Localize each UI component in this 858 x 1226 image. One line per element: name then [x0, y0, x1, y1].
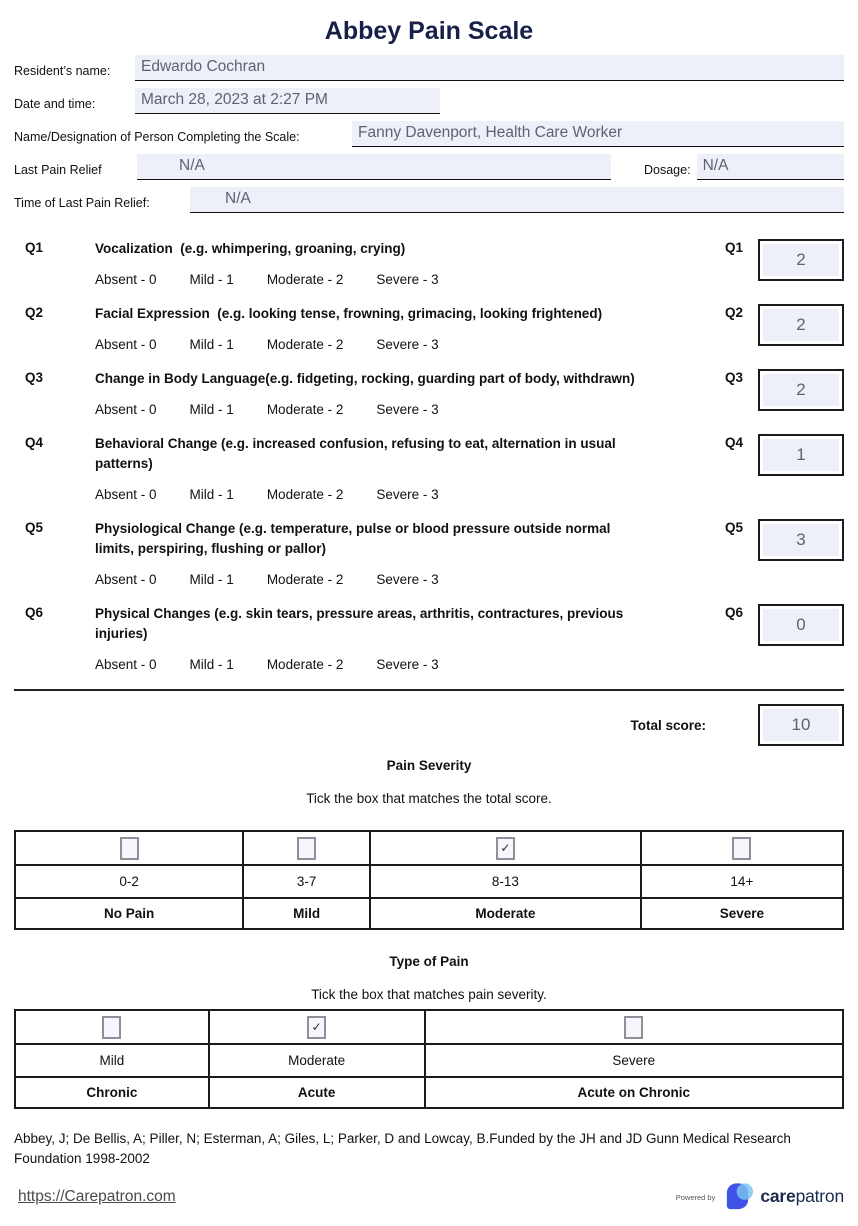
- questions-section: [14, 239, 844, 673]
- q3-options: [95, 402, 643, 418]
- q2-id-right: Q2: [724, 305, 743, 320]
- option-absent: Absent - 0: [95, 572, 157, 587]
- brand-wordmark: [760, 1186, 844, 1207]
- option-severe: Severe - 3: [376, 487, 439, 502]
- severity-range-0-2: 0-2: [15, 865, 243, 898]
- option-absent: Absent - 0: [95, 487, 157, 502]
- type-label-row: [15, 1077, 843, 1108]
- q1-score-value: 2: [763, 244, 839, 276]
- option-severe: Severe - 3: [376, 337, 439, 352]
- question-row-q3: [14, 369, 844, 418]
- q4-id-right: Q4: [724, 435, 743, 450]
- option-moderate: Moderate - 2: [266, 272, 344, 287]
- q4-score-value: 1: [763, 439, 839, 471]
- q1-id-left: Q1: [25, 240, 44, 255]
- time-last-relief-label: Time of Last Pain Relief:: [14, 196, 150, 210]
- q4-id-left: Q4: [25, 435, 44, 450]
- option-moderate: Moderate - 2: [266, 402, 344, 417]
- option-mild: Mild - 1: [189, 487, 234, 502]
- option-severe: Severe - 3: [376, 657, 439, 672]
- brand-wordmark-bold: care: [760, 1186, 796, 1206]
- pain-severity-table: [14, 830, 844, 930]
- q4-title: Behavioral Change (e.g. increased confusion, refusing to eat, alternation in usual patterns): [95, 436, 620, 471]
- type-severity-row: [15, 1044, 843, 1077]
- citation-text: Abbey, J; De Bellis, A; Piller, N; Esterman, A; Giles, L; Parker, D and Lowcay, B.Funded by the JH and JD Gunn Medical Research Foundation 1998-2002: [14, 1131, 791, 1166]
- q2-id-left: Q2: [25, 305, 44, 320]
- question-row-q1: [14, 239, 844, 288]
- option-severe: Severe - 3: [376, 572, 439, 587]
- severity-cell-severe: [641, 831, 843, 865]
- q5-id-left: Q5: [25, 520, 44, 535]
- pain-severity-heading: Pain Severity: [386, 758, 472, 773]
- option-severe: Severe - 3: [376, 402, 439, 417]
- type-severity-mild: Mild: [15, 1044, 209, 1077]
- last-pain-relief-row: [14, 154, 844, 180]
- q3-id-right: Q3: [724, 370, 743, 385]
- q5-id-right: Q5: [724, 520, 743, 535]
- type-checkbox-severe[interactable]: [624, 1016, 643, 1039]
- option-mild: Mild - 1: [189, 402, 234, 417]
- total-score-label: Total score:: [630, 717, 706, 733]
- severity-label-row: [15, 898, 843, 929]
- option-moderate: Moderate - 2: [266, 487, 344, 502]
- severity-label-severe: Severe: [641, 898, 843, 929]
- total-score-row: [14, 704, 844, 746]
- option-absent: Absent - 0: [95, 657, 157, 672]
- q2-score-box[interactable]: [758, 304, 844, 346]
- question-row-q5: [14, 519, 844, 588]
- residents-name-field[interactable]: Edwardo Cochran: [135, 55, 844, 81]
- option-mild: Mild - 1: [189, 337, 234, 352]
- type-of-pain-heading: Type of Pain: [389, 954, 469, 969]
- type-cell-mild: [15, 1010, 209, 1044]
- carepatron-logo-icon: [724, 1181, 755, 1212]
- type-cell-moderate: [209, 1010, 425, 1044]
- q3-score-value: 2: [763, 374, 839, 406]
- brand-wordmark-light: patron: [795, 1186, 844, 1206]
- type-severity-severe: Severe: [425, 1044, 844, 1077]
- time-last-relief-field[interactable]: N/A: [190, 187, 844, 213]
- severity-range-14plus: 14+: [641, 865, 843, 898]
- type-severity-moderate: Moderate: [209, 1044, 425, 1077]
- type-of-pain-instruction: Tick the box that matches pain severity.: [311, 987, 547, 1002]
- q1-id-right: Q1: [724, 240, 743, 255]
- type-label-chronic: Chronic: [15, 1077, 209, 1108]
- option-mild: Mild - 1: [189, 657, 234, 672]
- type-label-acute: Acute: [209, 1077, 425, 1108]
- q5-score-value: 3: [763, 524, 839, 556]
- q5-options: [95, 572, 643, 588]
- pain-severity-instruction: Tick the box that matches the total score.: [306, 791, 552, 806]
- q6-id-right: Q6: [724, 605, 743, 620]
- type-cell-severe: [425, 1010, 844, 1044]
- severity-checkbox-moderate[interactable]: ✓: [496, 837, 515, 860]
- option-severe: Severe - 3: [376, 272, 439, 287]
- type-label-acute-on-chronic: Acute on Chronic: [425, 1077, 844, 1108]
- completer-label: Name/Designation of Person Completing the Scale:: [14, 130, 300, 144]
- type-of-pain-table: [14, 1009, 844, 1109]
- last-pain-relief-label: Last Pain Relief: [14, 163, 102, 177]
- severity-range-8-13: 8-13: [370, 865, 641, 898]
- page-title: Abbey Pain Scale: [324, 17, 534, 45]
- option-moderate: Moderate - 2: [266, 657, 344, 672]
- dosage-field[interactable]: N/A: [697, 154, 844, 180]
- footer: [14, 1181, 844, 1212]
- type-checkbox-moderate[interactable]: ✓: [307, 1016, 326, 1039]
- completer-row: [14, 121, 844, 147]
- q5-score-box[interactable]: [758, 519, 844, 561]
- completer-field[interactable]: Fanny Davenport, Health Care Worker: [352, 121, 844, 147]
- dosage-label: Dosage:: [644, 163, 691, 177]
- q6-title: Physical Changes (e.g. skin tears, pressure areas, arthritis, contractures, previous injuries): [95, 606, 627, 641]
- q3-title: Change in Body Language(e.g. fidgeting, rocking, guarding part of body, withdrawn): [95, 371, 635, 386]
- severity-cell-mild: [243, 831, 370, 865]
- last-pain-relief-field[interactable]: N/A: [137, 154, 611, 180]
- q6-score-value: 0: [763, 609, 839, 641]
- type-checkbox-row: [15, 1010, 843, 1044]
- option-absent: Absent - 0: [95, 402, 157, 417]
- q6-id-left: Q6: [25, 605, 44, 620]
- q4-score-box[interactable]: [758, 434, 844, 476]
- q2-score-value: 2: [763, 309, 839, 341]
- date-time-field[interactable]: March 28, 2023 at 2:27 PM: [135, 88, 440, 114]
- q1-title: Vocalization (e.g. whimpering, groaning, crying): [95, 241, 406, 256]
- carepatron-link[interactable]: https://Carepatron.com: [18, 1187, 176, 1205]
- severity-range-row: [15, 865, 843, 898]
- severity-checkbox-no-pain[interactable]: [120, 837, 139, 860]
- q6-score-box[interactable]: [758, 604, 844, 646]
- question-row-q6: [14, 604, 844, 673]
- severity-checkbox-severe[interactable]: [732, 837, 751, 860]
- q3-score-box[interactable]: [758, 369, 844, 411]
- severity-label-no-pain: No Pain: [15, 898, 243, 929]
- q5-title: Physiological Change (e.g. temperature, pulse or blood pressure outside normal limits, perspiring, flushing or pallor): [95, 521, 615, 556]
- option-moderate: Moderate - 2: [266, 572, 344, 587]
- option-mild: Mild - 1: [189, 272, 234, 287]
- date-time-label: Date and time:: [14, 97, 96, 111]
- date-time-row: [14, 88, 844, 114]
- q2-options: [95, 337, 643, 353]
- section-divider: [14, 689, 844, 691]
- option-absent: Absent - 0: [95, 337, 157, 352]
- total-score-value: 10: [763, 709, 839, 741]
- severity-cell-moderate: [370, 831, 641, 865]
- total-score-box[interactable]: [758, 704, 844, 746]
- option-absent: Absent - 0: [95, 272, 157, 287]
- q6-options: [95, 657, 643, 673]
- question-row-q2: [14, 304, 844, 353]
- severity-range-3-7: 3-7: [243, 865, 370, 898]
- q1-options: [95, 272, 643, 288]
- severity-cell-no-pain: [15, 831, 243, 865]
- type-checkbox-mild[interactable]: [102, 1016, 121, 1039]
- q3-id-left: Q3: [25, 370, 44, 385]
- severity-checkbox-row: [15, 831, 843, 865]
- severity-label-mild: Mild: [243, 898, 370, 929]
- q4-options: [95, 487, 643, 503]
- residents-name-label: Resident’s name:: [14, 64, 111, 78]
- powered-by-label: Powered by: [675, 1193, 716, 1202]
- q2-title: Facial Expression (e.g. looking tense, frowning, grimacing, looking frightened): [95, 306, 603, 321]
- option-mild: Mild - 1: [189, 572, 234, 587]
- q1-score-box[interactable]: [758, 239, 844, 281]
- option-moderate: Moderate - 2: [266, 337, 344, 352]
- residents-name-row: [14, 55, 844, 81]
- question-row-q4: [14, 434, 844, 503]
- severity-label-moderate: Moderate: [370, 898, 641, 929]
- severity-checkbox-mild[interactable]: [297, 837, 316, 860]
- time-last-relief-row: [14, 187, 844, 213]
- brand-logo: [676, 1181, 844, 1212]
